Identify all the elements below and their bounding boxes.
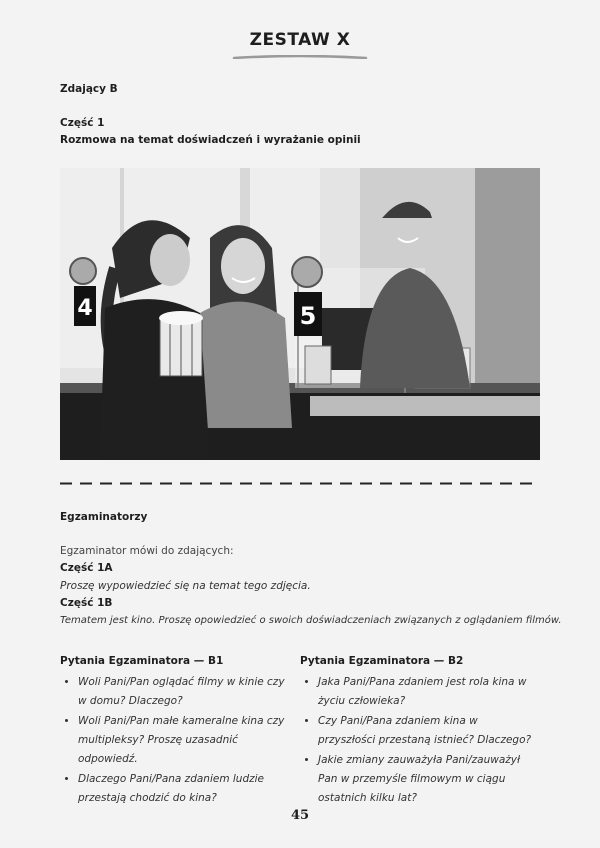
- cinema-counter-photo: [60, 168, 540, 460]
- section-divider: [60, 482, 540, 485]
- questions-b2: [300, 655, 535, 809]
- page-title: ZESTAW X: [249, 30, 351, 50]
- title-underline: [232, 55, 368, 59]
- counter-number-4: 4: [77, 296, 93, 321]
- page-number: 45: [290, 808, 310, 823]
- part1b-text: Tematem jest kino. Proszę opowiedzieć o swoich doświadczeniach związanych z oglądaniem filmów.: [60, 615, 562, 626]
- question-b1-item: • Woli Pani/Pan oglądać filmy w kinie czy w domu? Dlaczego?: [78, 673, 295, 711]
- part1a-text: Proszę wypowiedzieć się na temat tego zdjęcia.: [60, 580, 311, 592]
- questions-b1-heading: Pytania Egzaminatora — B1: [60, 655, 224, 667]
- question-b2-item: • Jaka Pani/Pana zdaniem jest rola kina w życiu człowieka?: [318, 673, 535, 711]
- part1-subtitle: Rozmowa na temat doświadczeń i wyrażanie opinii: [60, 134, 361, 146]
- part1b-label: Część 1B: [60, 597, 113, 609]
- question-b1-item: • Woli Pani/Pan małe kameralne kina czy multipleksy? Proszę uzasadnić odpowiedź.: [78, 712, 295, 769]
- part1-label: Część 1: [60, 117, 105, 129]
- counter-number-5: 5: [299, 302, 317, 330]
- question-b1-item: • Dlaczego Pani/Pana zdaniem ludzie przestają chodzić do kina?: [78, 770, 295, 808]
- part1a-label: Część 1A: [60, 562, 113, 574]
- question-b2-item: • Jakie zmiany zauważyła Pani/zauważył Pan w przemyśle filmowym w ciągu ostatnich kilku lat?: [318, 751, 535, 808]
- examiners-intro: Egzaminator mówi do zdających:: [60, 545, 234, 557]
- examiners-heading: Egzaminatorzy: [60, 511, 148, 523]
- question-b2-item: • Czy Pani/Pana zdaniem kina w przyszłości przestaną istnieć? Dlaczego?: [318, 712, 535, 750]
- candidate-label: Zdający B: [60, 83, 118, 95]
- questions-b2-heading: Pytania Egzaminatora — B2: [300, 655, 464, 667]
- questions-b1: [60, 655, 295, 809]
